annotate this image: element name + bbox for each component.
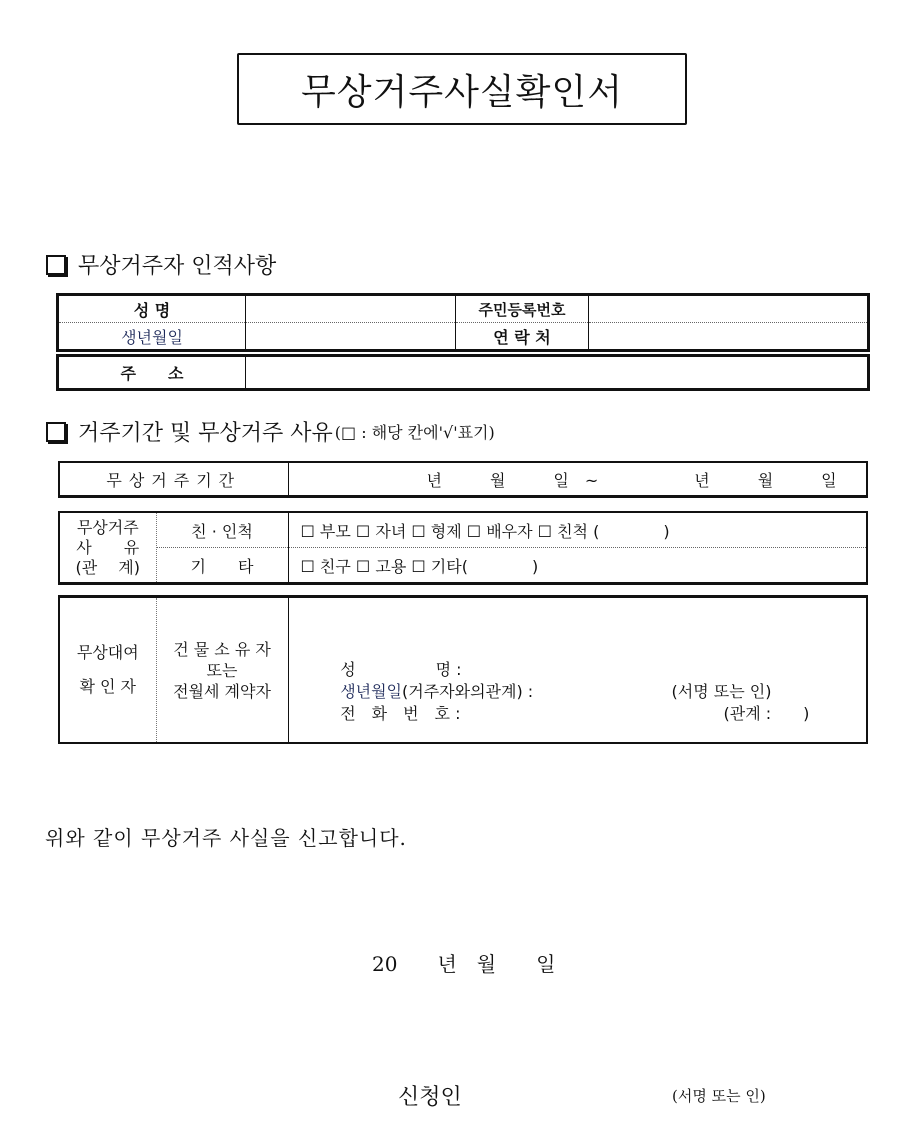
personal-info-table — [56, 293, 870, 352]
confirmer-relation-note: (관계 : ) — [723, 704, 810, 723]
address-table — [56, 354, 870, 391]
period-label: 무상거주기간 — [59, 462, 288, 497]
role-line3: 전월세 계약자 — [173, 681, 271, 701]
reason-options-other[interactable]: ☐ 친구 ☐ 고용 ☐ 기타( ) — [300, 556, 539, 576]
confirmer-relation-label: (거주자와의관계) : — [402, 682, 534, 701]
declaration-text: 위와 같이 무상거주 사실을 신고합니다. — [45, 826, 407, 850]
applicant-sign-note[interactable]: (서명 또는 인) — [672, 1087, 766, 1105]
rrn-label: 주민등록번호 — [456, 295, 589, 323]
contact-label: 연 락 처 — [456, 323, 589, 351]
residence-period-table — [58, 461, 868, 498]
checkbox-square-icon — [46, 255, 66, 275]
reason-label-line3: (관 계) — [75, 557, 140, 577]
address-field[interactable] — [246, 356, 869, 390]
confirmer-phone-label: 전 화 번 호 : — [340, 704, 461, 723]
section-note: (□ : 해당 칸에'√'표기) — [334, 423, 495, 442]
confirmer-table — [58, 595, 868, 744]
reason-table — [58, 511, 868, 585]
reason-options-relatives[interactable]: ☐ 부모 ☐ 자녀 ☐ 형제 ☐ 배우자 ☐ 친척 ( ) — [288, 512, 867, 548]
confirmer-role — [156, 597, 288, 744]
reason-category-other: 기 타 — [156, 548, 288, 584]
reason-category-relatives: 친 · 인척 — [156, 512, 288, 548]
reason-label-line1: 무상거주 — [76, 517, 139, 537]
confirmer-birth-label: 생년월일 — [340, 682, 403, 701]
birth-label: 생년월일 — [58, 323, 246, 351]
address-label: 주 소 — [58, 356, 246, 390]
reason-label-line2: 사 유 — [76, 537, 140, 557]
confirmer-label-line2: 확 인 자 — [79, 677, 137, 696]
document-title-box — [237, 53, 687, 125]
confirmer-label — [59, 597, 156, 744]
reason-group-label — [59, 512, 156, 584]
name-label: 성 명 — [58, 295, 246, 323]
section-title: 거주기간 및 무상거주 사유 — [78, 421, 333, 446]
checkbox-square-icon — [46, 422, 66, 442]
applicant-label: 신청인 — [398, 1085, 462, 1110]
confirmer-name-label: 성 명 : — [340, 660, 462, 679]
confirmer-details — [288, 597, 867, 744]
confirmer-label-line1: 무상대여 — [76, 643, 139, 662]
section-personal-info-heading — [46, 249, 276, 280]
rrn-field[interactable] — [589, 295, 869, 323]
name-field[interactable] — [246, 295, 456, 323]
role-line1: 건 물 소 유 자 — [173, 639, 271, 659]
confirmer-sign-note: (서명 또는 인) — [671, 682, 772, 701]
period-field[interactable]: 년 월 일 ~ 년 월 일 — [426, 470, 837, 490]
role-line2: 또는 — [206, 660, 238, 680]
document-title: 무상거주사실확인서 — [301, 71, 623, 113]
contact-field[interactable] — [589, 323, 869, 351]
birth-field[interactable] — [246, 323, 456, 351]
date-line[interactable]: 20 년 월 일 — [372, 952, 556, 976]
section-title: 무상거주자 인적사항 — [78, 254, 277, 279]
section-period-reason-heading — [46, 416, 495, 447]
